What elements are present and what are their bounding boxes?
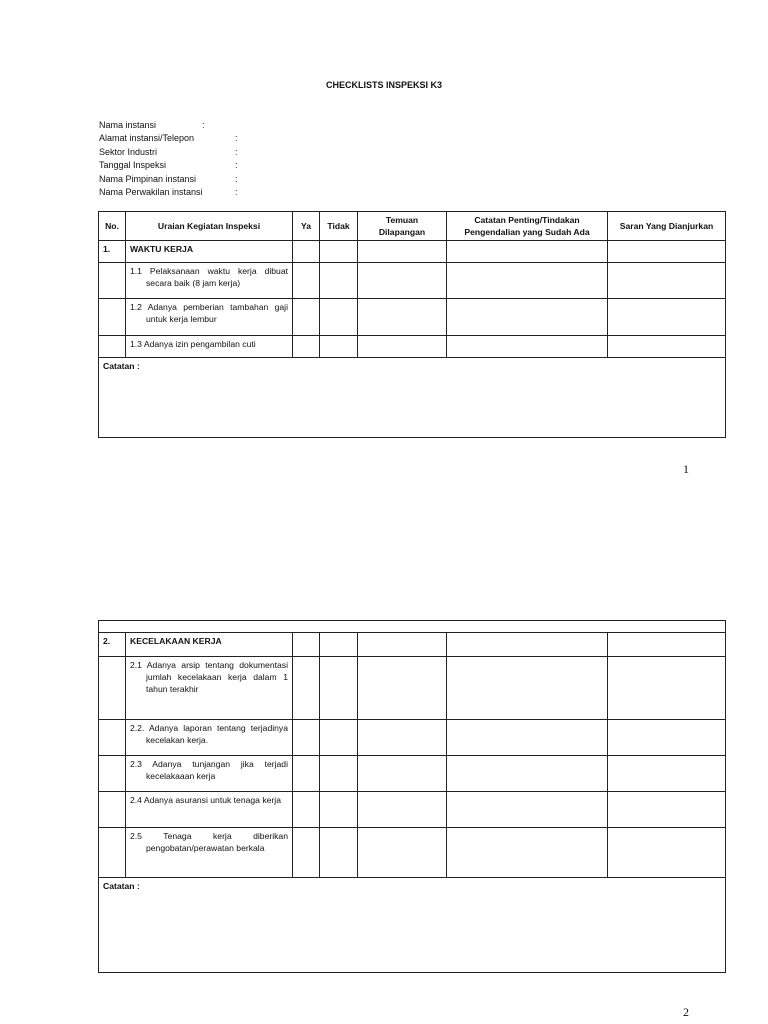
cell-saran[interactable] xyxy=(608,336,726,358)
cell-catatan[interactable] xyxy=(447,792,608,828)
header-uraian: Uraian Kegiatan Inspeksi xyxy=(126,212,293,241)
info-label: Nama Pimpinan instansi xyxy=(99,173,197,184)
section-number: 1. xyxy=(99,241,126,263)
item-text: 2.3 Adanya tunjangan jika terjadi kecelakaaan kerja xyxy=(126,756,293,792)
info-field-pimpinan xyxy=(99,173,299,186)
cell-saran[interactable] xyxy=(608,828,726,878)
table-row xyxy=(99,336,726,358)
info-label: Nama Perwakilan instansi xyxy=(99,186,203,197)
info-field-nama-instansi xyxy=(99,119,299,132)
info-colon: : xyxy=(235,133,238,144)
check-tidak[interactable] xyxy=(320,336,358,358)
notes-row xyxy=(99,358,726,438)
table-row xyxy=(99,657,726,720)
check-tidak[interactable] xyxy=(320,657,358,720)
cell-saran[interactable] xyxy=(608,633,726,657)
header-saran: Saran Yang Dianjurkan xyxy=(608,212,726,241)
notes-row xyxy=(99,878,726,973)
cell-catatan[interactable] xyxy=(447,828,608,878)
item-text: 2.4 Adanya asuransi untuk tenaga kerja xyxy=(126,792,293,828)
notes-label[interactable]: Catatan : xyxy=(99,878,726,973)
section-number: 2. xyxy=(99,633,126,657)
table-row xyxy=(99,756,726,792)
cell-temuan[interactable] xyxy=(358,241,447,263)
table-row xyxy=(99,792,726,828)
info-colon: : xyxy=(235,173,238,184)
info-field-tanggal xyxy=(99,159,299,172)
check-ya[interactable] xyxy=(293,299,320,336)
cell-saran[interactable] xyxy=(608,792,726,828)
check-ya[interactable] xyxy=(293,657,320,720)
page-number: 2 xyxy=(683,1005,689,1019)
cell-temuan[interactable] xyxy=(358,828,447,878)
item-text: 1.2 Adanya pemberian tambahan gaji untuk kerja lembur xyxy=(126,299,293,336)
header-no: No. xyxy=(99,212,126,241)
table-top-row xyxy=(99,621,726,633)
cell-saran[interactable] xyxy=(608,756,726,792)
cell-temuan[interactable] xyxy=(358,299,447,336)
notes-label[interactable]: Catatan : xyxy=(99,358,726,438)
cell-catatan[interactable] xyxy=(447,633,608,657)
header-tidak: Tidak xyxy=(320,212,358,241)
check-tidak[interactable] xyxy=(320,792,358,828)
item-text: 1.3 Adanya izin pengambilan cuti xyxy=(126,336,293,358)
cell-temuan[interactable] xyxy=(358,263,447,299)
info-field-sektor xyxy=(99,146,299,159)
check-ya[interactable] xyxy=(293,241,320,263)
info-label: Sektor Industri xyxy=(99,146,158,157)
section-row xyxy=(99,241,726,263)
item-text: 2.2. Adanya laporan tentang terjadinya kecelakan kerja. xyxy=(126,720,293,756)
cell-catatan[interactable] xyxy=(447,756,608,792)
cell-saran[interactable] xyxy=(608,299,726,336)
info-label: Tanggal Inspeksi xyxy=(99,160,167,171)
table-row xyxy=(99,720,726,756)
cell-temuan[interactable] xyxy=(358,336,447,358)
info-colon: : xyxy=(235,186,238,197)
cell-catatan[interactable] xyxy=(447,336,608,358)
checklist-table-1 xyxy=(98,211,726,438)
cell-catatan[interactable] xyxy=(447,241,608,263)
item-text: 2.1 Adanya arsip tentang dokumentasi jumlah kecelakaan kerja dalam 1 tahun terakhir xyxy=(126,657,293,720)
table-header-row xyxy=(99,212,726,241)
cell-temuan[interactable] xyxy=(358,756,447,792)
check-ya[interactable] xyxy=(293,263,320,299)
info-colon: : xyxy=(235,160,238,171)
table-row xyxy=(99,263,726,299)
cell-saran[interactable] xyxy=(608,241,726,263)
check-ya[interactable] xyxy=(293,720,320,756)
cell-temuan[interactable] xyxy=(358,657,447,720)
check-tidak[interactable] xyxy=(320,828,358,878)
check-tidak[interactable] xyxy=(320,299,358,336)
cell-catatan[interactable] xyxy=(447,299,608,336)
section-row xyxy=(99,633,726,657)
check-ya[interactable] xyxy=(293,633,320,657)
page-title: CHECKLISTS INSPEKSI K3 xyxy=(325,80,443,90)
info-field-perwakilan xyxy=(99,186,299,199)
page-number: 1 xyxy=(683,462,689,476)
item-text: 2.5 Tenaga kerja diberikan pengobatan/perawatan berkala xyxy=(126,828,293,878)
cell-temuan[interactable] xyxy=(358,720,447,756)
check-tidak[interactable] xyxy=(320,720,358,756)
check-tidak[interactable] xyxy=(320,241,358,263)
cell-saran[interactable] xyxy=(608,657,726,720)
header-ya: Ya xyxy=(293,212,320,241)
cell-temuan[interactable] xyxy=(358,633,447,657)
cell-saran[interactable] xyxy=(608,720,726,756)
check-tidak[interactable] xyxy=(320,633,358,657)
checklist-table-2 xyxy=(98,620,726,973)
item-text: 1.1 Pelaksanaan waktu kerja dibuat secara baik (8 jam kerja) xyxy=(126,263,293,299)
table-row xyxy=(99,299,726,336)
info-label: Nama instansi xyxy=(99,120,157,130)
cell-temuan[interactable] xyxy=(358,792,447,828)
check-ya[interactable] xyxy=(293,828,320,878)
info-label: Alamat instansi/Telepon xyxy=(99,133,195,144)
info-colon: : xyxy=(202,120,205,130)
check-ya[interactable] xyxy=(293,756,320,792)
cell-saran[interactable] xyxy=(608,263,726,299)
table-row xyxy=(99,828,726,878)
info-colon: : xyxy=(235,146,238,157)
header-temuan: Temuan Dilapangan xyxy=(358,212,447,241)
cell-catatan[interactable] xyxy=(447,720,608,756)
check-ya[interactable] xyxy=(293,336,320,358)
section-title: KECELAKAAN KERJA xyxy=(126,633,293,657)
info-field-alamat xyxy=(99,132,299,145)
check-tidak[interactable] xyxy=(320,756,358,792)
cell-catatan[interactable] xyxy=(447,263,608,299)
cell-catatan[interactable] xyxy=(447,657,608,720)
info-fields xyxy=(99,119,299,199)
check-ya[interactable] xyxy=(293,792,320,828)
check-tidak[interactable] xyxy=(320,263,358,299)
section-title: WAKTU KERJA xyxy=(126,241,293,263)
header-catatan-penting: Catatan Penting/Tindakan Pengendalian yang Sudah Ada xyxy=(447,212,608,241)
